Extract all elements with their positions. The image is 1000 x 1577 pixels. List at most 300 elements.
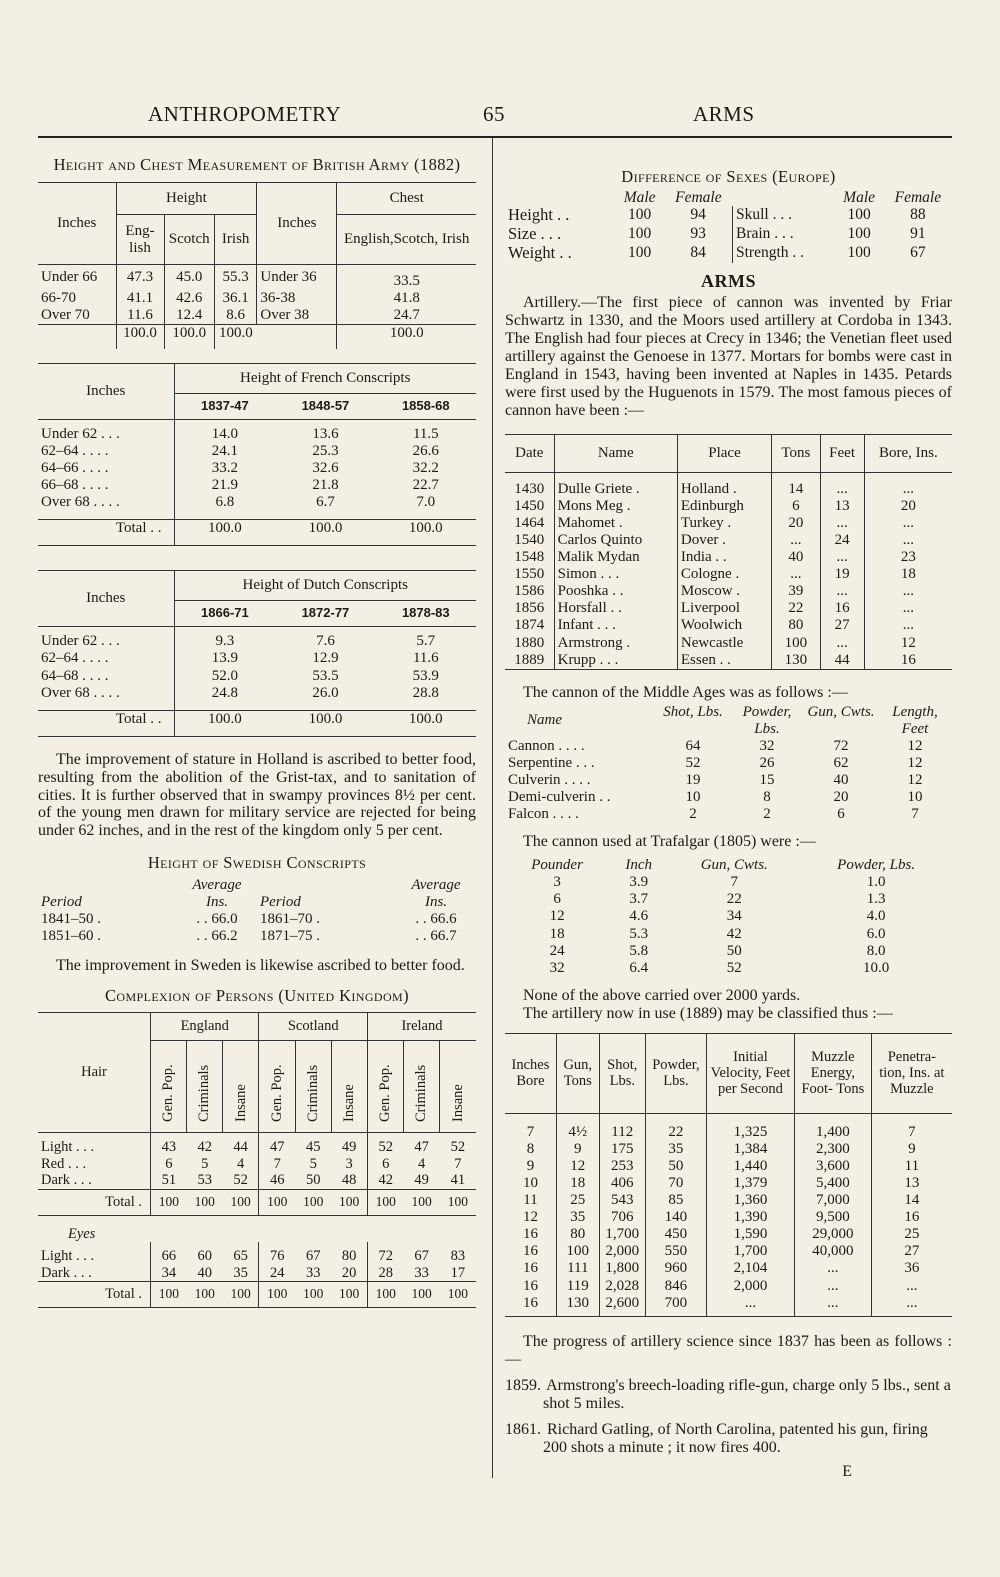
- cannon-cell: 12: [864, 635, 952, 652]
- middle-cell: 19: [685, 772, 701, 789]
- complexion-cell: 42: [367, 1172, 403, 1189]
- cannon-cell: India . .: [677, 549, 771, 566]
- british-row: [38, 265, 476, 291]
- british-tot-i: 100.0: [214, 325, 256, 349]
- modern-cell: 450: [646, 1226, 707, 1243]
- cannon-cell: Woolwich: [677, 617, 771, 634]
- middle-cell: Serpentine . . .: [508, 754, 595, 771]
- cannon-cell: 1548: [514, 549, 545, 566]
- modern-cell: ...: [795, 1295, 872, 1317]
- middle-cell: Culverin . . . .: [508, 772, 591, 789]
- right-column: [505, 148, 952, 1482]
- complexion-eyes-label: Eyes: [68, 1225, 96, 1242]
- modern-cell: 1,390: [706, 1209, 794, 1226]
- modern-cell: 9: [871, 1141, 952, 1158]
- swedish-h-avg-2: Average Ins.: [411, 877, 461, 911]
- modern-cell: 9,500: [795, 1209, 872, 1226]
- modern-cell: 16: [505, 1295, 556, 1317]
- trafalgar-cell: 32: [549, 959, 565, 976]
- complexion-row-label: Dark . . .: [41, 1172, 92, 1189]
- modern-cell: 16: [522, 1260, 538, 1277]
- swedish-row: [38, 928, 476, 945]
- modern-row: [505, 1158, 952, 1175]
- middle-cell: 10: [685, 789, 701, 806]
- british-tot-s: 100.0: [164, 325, 214, 349]
- french-cell: 33.2: [174, 460, 275, 477]
- cannon-col-head: Date: [505, 434, 554, 472]
- trafalgar-col-head: Pounder: [531, 857, 583, 874]
- trafalgar-cell: 12: [549, 908, 565, 925]
- modern-cell: 10: [522, 1174, 538, 1191]
- hair-rows: [38, 1133, 476, 1190]
- modern-cell: 1,800: [599, 1260, 645, 1277]
- complexion-subhead: [367, 1041, 403, 1133]
- middle-cell: Cannon . . . .: [508, 737, 585, 754]
- trafalgar-cell: 1.0: [866, 874, 886, 891]
- complexion-cell: 43: [151, 1133, 187, 1156]
- british-total-blank: [38, 325, 116, 349]
- cannon-cell: 16: [820, 600, 864, 617]
- complexion-subhead-label: Criminals: [196, 1065, 213, 1123]
- french-row: [38, 494, 476, 520]
- middle-cell: 2: [689, 806, 697, 823]
- complexion-total-cell: 100: [331, 1282, 367, 1308]
- cannon-cell: Moscow .: [677, 583, 771, 600]
- middle-col-head: Length, Feet: [892, 703, 938, 737]
- complexion-subhead: [151, 1041, 187, 1133]
- trafalgar-cell: 5.8: [629, 942, 649, 959]
- dutch-col-year: 1872-77: [275, 601, 375, 627]
- complexion-subhead: [295, 1041, 331, 1133]
- french-row: [38, 419, 476, 443]
- complexion-cell: 4: [418, 1155, 426, 1172]
- modern-cell: 35: [646, 1141, 707, 1158]
- complexion-cell: 45: [305, 1139, 321, 1156]
- sexes-left-male: 100: [627, 225, 652, 243]
- french-cell: 13.6: [312, 425, 339, 442]
- middle-cell: 72: [833, 737, 849, 754]
- sexes-right-label: Skull . . .: [732, 206, 834, 225]
- trafalgar-cell: 3.7: [629, 891, 649, 908]
- french-rows: [38, 419, 476, 519]
- modern-cell: 11: [523, 1192, 538, 1209]
- cannon-row: [505, 583, 952, 600]
- complexion-row-label: Light . . .: [41, 1139, 95, 1156]
- british-row: [38, 290, 476, 307]
- cannon-row: [505, 652, 952, 670]
- french-cell: 24.1: [174, 443, 275, 460]
- modern-cell: 2,300: [795, 1141, 872, 1158]
- sexes-right-male: 100: [847, 225, 871, 243]
- sexes-left-label: Weight . .: [508, 243, 572, 263]
- complexion-title: Complexion of Persons (United Kingdom): [104, 986, 410, 1006]
- complexion-total-cell: 100: [440, 1282, 476, 1308]
- cannon-cell: Horsfall . .: [554, 600, 677, 617]
- french-cell: 32.6: [312, 460, 339, 477]
- french-row-label: 64–66 . . . .: [41, 460, 109, 477]
- swedish-period-1: 1841–50 .: [41, 911, 101, 928]
- trafalgar-cell: 34: [726, 908, 742, 925]
- cannon-cell: 22: [772, 600, 820, 617]
- swedish-avg-2: . . 66.6: [415, 911, 457, 928]
- complexion-cell: 52: [367, 1133, 403, 1156]
- dutch-row: [38, 685, 476, 711]
- complexion-total-cell: 100: [367, 1189, 403, 1215]
- trafalgar-cell: 5.3: [629, 925, 649, 942]
- french-tot-0: 100.0: [174, 520, 275, 546]
- dutch-rows: [38, 627, 476, 710]
- modern-cell: 700: [646, 1295, 707, 1317]
- french-title: Height of French Conscripts: [174, 363, 476, 393]
- dutch-cell: 52.0: [174, 668, 275, 685]
- british-c-scot: Scotch: [164, 215, 214, 265]
- complexion-cell: 46: [259, 1172, 295, 1189]
- trafalgar-cell: 6: [553, 891, 561, 908]
- complexion-cell: 65: [233, 1248, 248, 1265]
- french-cell: 7.0: [416, 494, 436, 511]
- complexion-total-cell: 100: [187, 1282, 223, 1308]
- modern-cell: 12: [556, 1158, 599, 1175]
- cannon-cell: ...: [864, 515, 952, 532]
- swedish-row: [38, 911, 476, 928]
- modern-cell: 112: [599, 1113, 645, 1141]
- trafalgar-row: [505, 926, 952, 943]
- modern-cell: 119: [556, 1278, 599, 1295]
- british-h-inches-2: Inches: [257, 183, 337, 265]
- cannon-cell: 20: [864, 498, 952, 515]
- sweden-paragraph: The improvement in Sweden is likewise ascribed to better food.: [56, 957, 465, 975]
- dutch-cell: 13.9: [174, 650, 275, 667]
- modern-cell: 960: [646, 1260, 707, 1277]
- swedish-table: [38, 877, 476, 945]
- left-column: [38, 148, 476, 1308]
- trafalgar-col-head: Gun, Cwts.: [700, 857, 768, 874]
- cannon-cell: Liverpool: [677, 600, 771, 617]
- middle-row: [505, 789, 952, 806]
- british-cell-s: 45.0: [164, 265, 214, 291]
- complexion-subhead: [440, 1041, 476, 1133]
- middle-cell: 64: [685, 737, 701, 754]
- british-cell-i: 36.1: [214, 290, 256, 307]
- modern-cell: 2,028: [599, 1278, 645, 1295]
- modern-cell: 36: [871, 1260, 952, 1277]
- signature-mark: E: [842, 1463, 852, 1481]
- trafalgar-intro: The cannon used at Trafalgar (1805) were :—: [523, 833, 816, 851]
- sexes-title: Difference of Sexes (Europe): [621, 167, 836, 186]
- modern-cell: 846: [646, 1278, 707, 1295]
- header-rule: [38, 136, 952, 138]
- swedish-period-2: 1861–70 .: [260, 911, 320, 928]
- dutch-tot-2: 100.0: [376, 710, 476, 736]
- cannon-cell: 130: [772, 652, 820, 670]
- progress-text: Richard Gatling, of North Carolina, patented his gun, firing 200 shots a minute ; it now fires 400.: [543, 1420, 928, 1457]
- modern-cell: 1,440: [706, 1158, 794, 1175]
- british-table: [38, 182, 476, 349]
- cannon-cell: 23: [864, 549, 952, 566]
- cannon-cell: Krupp . . .: [554, 652, 677, 670]
- modern-cell: 85: [646, 1192, 707, 1209]
- complexion-total-cell: 100: [259, 1189, 295, 1215]
- middle-cell: 26: [759, 754, 775, 771]
- complexion-cell: 48: [341, 1172, 357, 1189]
- complexion-total-cell: 100: [367, 1282, 403, 1308]
- modern-cell: 1,360: [706, 1192, 794, 1209]
- middle-col-head: Name: [527, 712, 562, 729]
- complexion-cell: 17: [450, 1264, 466, 1281]
- french-cell: 22.7: [412, 477, 439, 494]
- complexion-total-cell: 100: [223, 1282, 259, 1308]
- british-title: Height and Chest Measurement of British Army (1882): [53, 155, 461, 174]
- middle-cell: 8: [763, 789, 771, 806]
- british-cell-c: 33.5: [337, 265, 476, 291]
- french-tot-2: 100.0: [376, 520, 476, 546]
- trafalgar-row: [505, 943, 952, 960]
- french-cell: 6.8: [174, 494, 275, 520]
- french-tot-1: 100.0: [275, 520, 375, 546]
- modern-row: [505, 1243, 952, 1260]
- eye-rows: [38, 1242, 476, 1282]
- cannon-cell: Holland .: [677, 472, 771, 498]
- trafalgar-row: [505, 960, 952, 977]
- cannon-col-head: Name: [554, 434, 677, 472]
- complexion-subhead-label: Gen. Pop.: [268, 1064, 285, 1123]
- sexes-right-female: 67: [910, 244, 926, 262]
- modern-cell: ...: [795, 1278, 872, 1295]
- cannon-row: [505, 600, 952, 617]
- complexion-country-1: Scotland: [259, 1013, 367, 1041]
- cannon-cell: ...: [820, 549, 864, 566]
- middle-cell: 52: [685, 754, 701, 771]
- modern-cell: 100: [556, 1243, 599, 1260]
- complexion-subhead-label: Insane: [341, 1084, 358, 1123]
- british-tot-e: 100.0: [116, 325, 164, 349]
- complexion-total-cell: 100: [404, 1282, 440, 1308]
- cannon-rows: [505, 472, 952, 669]
- cannon-cell: Essen . .: [677, 652, 771, 670]
- complexion-cell: 3: [345, 1155, 353, 1172]
- modern-cell: 16: [522, 1277, 538, 1294]
- swedish-h-avg-1: Average Ins.: [192, 877, 242, 911]
- cannon-cols: [505, 434, 952, 472]
- dutch-cell: 53.9: [412, 667, 439, 684]
- progress-item: [505, 1421, 952, 1457]
- french-col-year: 1848-57: [275, 393, 375, 419]
- complexion-cell: 6: [367, 1156, 403, 1173]
- complexion-cell: 35: [233, 1264, 248, 1281]
- sexes-right-male: 100: [847, 206, 871, 224]
- modern-cell: 40,000: [795, 1243, 872, 1260]
- cannon-cell: Pooshka . .: [554, 583, 677, 600]
- cannon-row: [505, 515, 952, 532]
- cannon-row: [505, 566, 952, 583]
- modern-cell: 1,700: [706, 1243, 794, 1260]
- middle-cell: Demi-culverin . .: [508, 789, 611, 806]
- dutch-row-label: Over 68 . . . .: [41, 684, 120, 701]
- complexion-cell: 53: [197, 1172, 212, 1189]
- complexion-cell: 72: [367, 1242, 403, 1265]
- column-divider: [492, 138, 493, 1478]
- modern-col-head: Shot, Lbs.: [599, 1033, 645, 1113]
- swedish-period-1: 1851–60 .: [41, 928, 101, 945]
- modern-cell: 70: [646, 1175, 707, 1192]
- cannon-cell: 100: [772, 635, 820, 652]
- cannon-row: [505, 617, 952, 634]
- modern-cell: 4½: [556, 1113, 599, 1141]
- british-tot-c: 100.0: [337, 325, 476, 349]
- complexion-total-cell: 100: [259, 1282, 295, 1308]
- modern-cell: 3,600: [795, 1158, 872, 1175]
- complexion-row-label: Dark . . .: [41, 1264, 92, 1281]
- middle-col-head: Gun, Cwts.: [807, 703, 875, 720]
- complexion-subhead-label: Criminals: [304, 1065, 321, 1123]
- sexes-female-1: Female: [675, 188, 722, 206]
- british-cell-s: 12.4: [164, 307, 214, 325]
- trafalgar-cell: 7: [730, 874, 738, 891]
- trafalgar-cell: 6.0: [866, 925, 886, 942]
- complexion-cell: 67: [305, 1248, 321, 1265]
- middle-cell: 15: [759, 772, 775, 789]
- cannon-cell: 1880: [514, 634, 545, 651]
- sexes-left-female: 84: [690, 244, 706, 262]
- complexion-hair-label: Hair: [38, 1013, 151, 1133]
- french-col-year: 1837-47: [174, 393, 275, 419]
- dutch-cell: 7.6: [316, 633, 335, 650]
- cannon-cell: 20: [772, 515, 820, 532]
- modern-row: [505, 1192, 952, 1209]
- complexion-cell: 41: [450, 1172, 466, 1189]
- cannon-cell: 14: [772, 472, 820, 498]
- complexion-subhead: [223, 1041, 259, 1133]
- french-total-label: Total . .: [38, 520, 174, 546]
- modern-col-head: Gun, Tons: [556, 1033, 599, 1113]
- complexion-cell: 47: [259, 1133, 295, 1156]
- complexion-cell: 76: [259, 1242, 295, 1265]
- cannon-col-head: Tons: [772, 434, 820, 472]
- artillery-paragraph: Artillery.—The first piece of cannon was invented by Friar Schwartz in 1330, and the Moors used artillery at Cordoba in 1343. The English had four pieces at Crecy in 1346; the Venetian fleet used artillery against the Genoese in 1377. Mortars for bombs were cast in England in 1543, having been invented at Naples in 1435. Petards were first used by the Huguenots in 1579. The most famous pieces of cannon have been :—: [505, 294, 952, 419]
- complexion-total-cell: 100: [151, 1189, 187, 1215]
- sexes-table: [505, 189, 952, 263]
- cannon-row: [505, 532, 952, 549]
- sexes-male-1: Male: [623, 188, 656, 206]
- complexion-cell: 60: [197, 1248, 212, 1265]
- trafalgar-col-head: Inch: [625, 857, 653, 874]
- british-cell-b: 36-38: [257, 290, 337, 307]
- sexes-row: [505, 206, 952, 225]
- modern-cell: 1,384: [706, 1141, 794, 1158]
- trafalgar-cell: 4.0: [866, 908, 886, 925]
- middle-cell: 6: [837, 806, 845, 823]
- sexes-rows: [505, 206, 952, 262]
- complexion-cell: 24: [259, 1265, 295, 1282]
- french-row: [38, 460, 476, 477]
- french-cell: 25.3: [312, 443, 339, 460]
- complexion-table: [38, 1012, 476, 1308]
- dutch-table: [38, 570, 476, 736]
- swedish-period-2: 1871–75 .: [260, 928, 320, 945]
- modern-cell: 130: [556, 1295, 599, 1317]
- sexes-left-male: 100: [627, 244, 652, 262]
- middle-col-head: Shot, Lbs.: [663, 703, 723, 720]
- middle-cell: 2: [763, 806, 771, 823]
- french-cell: 32.2: [412, 460, 439, 477]
- complexion-cell: 7: [454, 1155, 462, 1172]
- sexes-female-2: Female: [894, 188, 942, 206]
- complexion-cell: 66: [151, 1242, 187, 1265]
- british-cell-i: 55.3: [214, 265, 256, 291]
- sexes-blank-2: [732, 189, 834, 207]
- cannon-cell: 6: [772, 498, 820, 515]
- complexion-subhead-label: Gen. Pop.: [377, 1064, 394, 1123]
- modern-cell: 16: [522, 1226, 538, 1243]
- modern-cell: 13: [871, 1175, 952, 1192]
- modern-cell: 9: [556, 1141, 599, 1158]
- french-row-label: 66–68 . . . .: [41, 477, 109, 494]
- complexion-row: [38, 1172, 476, 1189]
- cannon-cell: 16: [864, 652, 952, 670]
- cannon-cell: Mahomet .: [554, 515, 677, 532]
- complexion-subhead-label: Insane: [232, 1084, 249, 1123]
- complexion-row: [38, 1133, 476, 1156]
- middle-cell: 10: [907, 789, 923, 806]
- modern-col-head: Inches Bore: [505, 1033, 556, 1113]
- cannon-cell: Infant . . .: [554, 617, 677, 634]
- french-inches: Inches: [38, 363, 174, 419]
- french-row-label: 62–64 . . . .: [41, 443, 109, 460]
- trafalgar-cell: 8.0: [866, 942, 886, 959]
- progress-year: 1859.: [505, 1376, 541, 1394]
- middle-cell: 7: [911, 806, 919, 823]
- dutch-cell: 11.6: [412, 650, 439, 667]
- british-cell-e: 47.3: [116, 265, 164, 291]
- sexes-right-female: 91: [910, 225, 926, 243]
- french-row-label: Under 62 . . .: [41, 425, 120, 442]
- british-cell-e: 11.6: [116, 307, 164, 325]
- french-cell: 11.5: [412, 425, 439, 442]
- british-cell-a: Over 70: [41, 307, 90, 324]
- dutch-row: [38, 668, 476, 685]
- modern-cell: 22: [646, 1113, 707, 1141]
- modern-cell: 406: [599, 1175, 645, 1192]
- swedish-rows: [38, 911, 476, 945]
- complexion-cell: 7: [259, 1156, 295, 1173]
- sexes-right-male: 100: [847, 244, 871, 262]
- hair-total-row: [38, 1189, 476, 1215]
- cannon-cell: Turkey .: [677, 515, 771, 532]
- modern-row: [505, 1209, 952, 1226]
- swedish-avg-1: . . 66.0: [196, 911, 238, 928]
- modern-cell: 14: [871, 1192, 952, 1209]
- modern-cell: 7,000: [795, 1192, 872, 1209]
- sexes-male-2: Male: [843, 188, 876, 206]
- cannon-cell: Carlos Quinto: [554, 532, 677, 549]
- complexion-total-cell: 100: [295, 1282, 331, 1308]
- complexion-total-cell: 100: [331, 1189, 367, 1215]
- complexion-subhead-label: Gen. Pop.: [160, 1064, 177, 1123]
- british-c-chest: English,Scotch, Irish: [337, 215, 476, 265]
- modern-cell: 35: [556, 1209, 599, 1226]
- trafalgar-cell: 3: [553, 874, 561, 891]
- trafalgar-cell: 50: [726, 942, 742, 959]
- cannon-cell: 1450: [514, 497, 545, 514]
- french-row: [38, 477, 476, 494]
- progress-list: [505, 1377, 952, 1458]
- cannon-cell: Dover .: [677, 532, 771, 549]
- modern-cell: ...: [871, 1278, 952, 1295]
- trafalgar-cell: 24: [549, 942, 565, 959]
- modern-cell: 7: [871, 1113, 952, 1141]
- middle-row: [505, 755, 952, 772]
- modern-cell: 50: [646, 1158, 707, 1175]
